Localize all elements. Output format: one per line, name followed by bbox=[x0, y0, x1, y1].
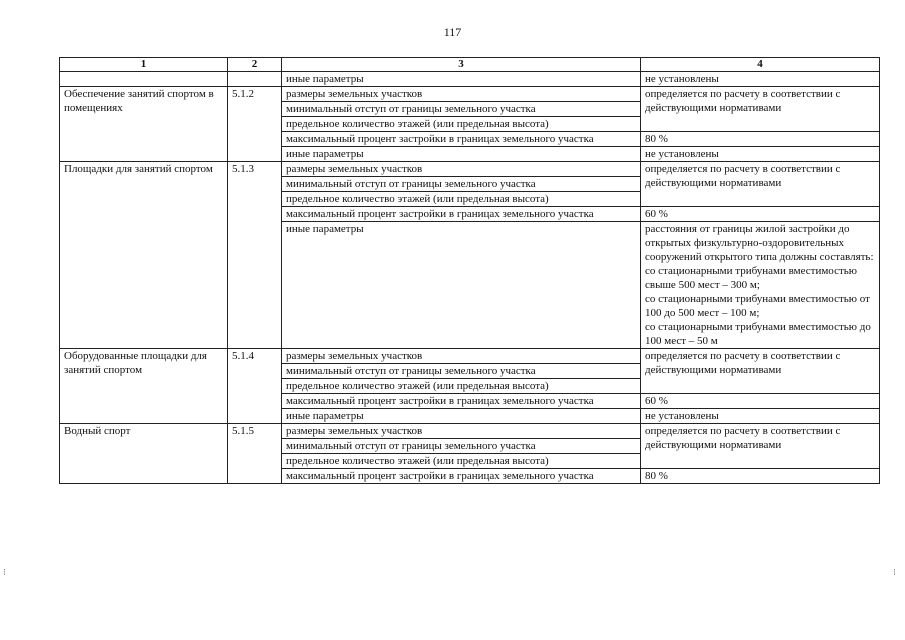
value-cell: определяется по расчету в соответствии с действующими нормативами bbox=[641, 87, 880, 132]
param-cell: предельное количество этажей (или предельная высота) bbox=[282, 454, 641, 469]
code-cell bbox=[228, 72, 282, 87]
value-cell: определяется по расчету в соответствии с действующими нормативами bbox=[641, 162, 880, 207]
param-cell: предельное количество этажей (или предельная высота) bbox=[282, 379, 641, 394]
table-row bbox=[60, 349, 880, 364]
param-cell: минимальный отступ от границы земельного участка bbox=[282, 439, 641, 454]
header-col-3: 3 bbox=[282, 58, 641, 72]
param-cell: иные параметры bbox=[282, 409, 641, 424]
param-cell: максимальный процент застройки в границах земельного участка bbox=[282, 394, 641, 409]
param-cell: минимальный отступ от границы земельного участка bbox=[282, 177, 641, 192]
param-cell: иные параметры bbox=[282, 72, 641, 87]
param-cell: предельное количество этажей (или предельная высота) bbox=[282, 117, 641, 132]
value-cell: определяется по расчету в соответствии с действующими нормативами bbox=[641, 424, 880, 469]
use-name-cell bbox=[60, 72, 228, 87]
page-number: 117 bbox=[443, 25, 462, 39]
header-col-2: 2 bbox=[228, 58, 282, 72]
param-cell: иные параметры bbox=[282, 147, 641, 162]
value-cell: 60 % bbox=[641, 207, 880, 222]
param-cell: размеры земельных участков bbox=[282, 424, 641, 439]
param-cell: размеры земельных участков bbox=[282, 349, 641, 364]
value-cell: 80 % bbox=[641, 132, 880, 147]
param-cell: размеры земельных участков bbox=[282, 87, 641, 102]
table-row bbox=[60, 87, 880, 102]
use-name-cell: Обеспечение занятий спортом в помещениях bbox=[60, 87, 228, 162]
value-cell: определяется по расчету в соответствии с действующими нормативами bbox=[641, 349, 880, 394]
table-row bbox=[60, 72, 880, 87]
binding-mark-left: ⁝ bbox=[3, 567, 6, 577]
table-row bbox=[60, 162, 880, 177]
value-cell: 80 % bbox=[641, 469, 880, 484]
param-cell: размеры земельных участков bbox=[282, 162, 641, 177]
code-cell: 5.1.3 bbox=[228, 162, 282, 349]
code-cell: 5.1.2 bbox=[228, 87, 282, 162]
header-col-1: 1 bbox=[60, 58, 228, 72]
use-name-cell: Оборудованные площадки для занятий спортом bbox=[60, 349, 228, 424]
value-cell: не установлены bbox=[641, 147, 880, 162]
param-cell: максимальный процент застройки в границах земельного участка bbox=[282, 469, 641, 484]
param-cell: максимальный процент застройки в границах земельного участка bbox=[282, 132, 641, 147]
param-cell: предельное количество этажей (или предельная высота) bbox=[282, 192, 641, 207]
regulations-table bbox=[59, 57, 880, 484]
value-cell: расстояния от границы жилой застройки до открытых физкультурно-оздоровительных сооружений открытого типа должны составлять: со стационарными трибунами вместимостью свыше 500 мест – 300 м; со стационарными трибунами вместимостью от 100 до 500 мест – 100 м; со стационарными трибунами вместимостью до 100 мест – 50 м bbox=[641, 222, 880, 349]
table-row bbox=[60, 424, 880, 439]
param-cell: минимальный отступ от границы земельного участка bbox=[282, 364, 641, 379]
use-name-cell: Площадки для занятий спортом bbox=[60, 162, 228, 349]
value-cell: не установлены bbox=[641, 409, 880, 424]
use-name-cell: Водный спорт bbox=[60, 424, 228, 484]
code-cell: 5.1.5 bbox=[228, 424, 282, 484]
code-cell: 5.1.4 bbox=[228, 349, 282, 424]
binding-mark-right: ⁝ bbox=[893, 567, 896, 577]
value-cell: не установлены bbox=[641, 72, 880, 87]
param-cell: минимальный отступ от границы земельного участка bbox=[282, 102, 641, 117]
header-row bbox=[60, 58, 880, 72]
param-cell: максимальный процент застройки в границах земельного участка bbox=[282, 207, 641, 222]
value-cell: 60 % bbox=[641, 394, 880, 409]
header-col-4: 4 bbox=[641, 58, 880, 72]
param-cell: иные параметры bbox=[282, 222, 641, 349]
